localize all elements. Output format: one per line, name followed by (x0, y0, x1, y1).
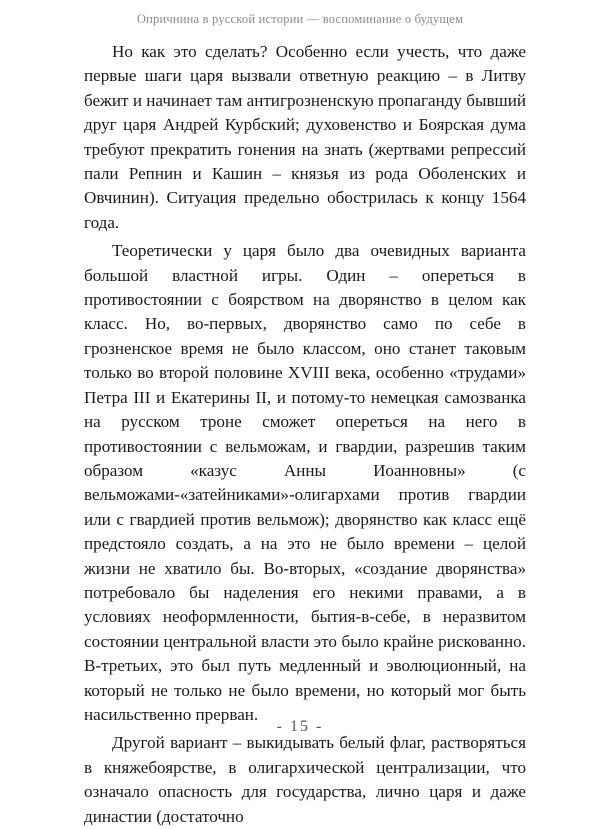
paragraph: Другой вариант – выкидывать белый флаг, растворяться в княжебоярстве, в олигархической централизации, что означало опасность для государства, лично царя и даже династии (достаточно (84, 733, 526, 826)
paragraph: Теоретически у царя было два очевидных варианта большой властной игры. Один – опереться в противостоянии с боярством на дворянство в целом как класс. Но, во-первых, дворянство само по себе в грозненское время не было классом, оно станет таковым только во второй половине XVIII века, особенно «трудами» Петра III и Екатерины II, и потому-то немецкая самозванка на русском троне сможет опереться на него в противостоянии с вельможам, и гвардии, разрешив таким образом «казус Анны Иоанновны» (с вельможами-«затейниками»-олигархами против гвардии или с гвардией против вельмож); дворянство как класс ещё предстояло создать, а на это не было времени – целой жизни не хватило бы. Во-вторых, «создание дворянства» потребовало бы наделения его некими правами, а в условиях неоформленности, бытия-в-себе, в неразвитом состоянии центральной власти это было крайне рискованно. В-третьих, это был путь медленный и эволюционный, на который не только не было времени, но который мог быть насильственно прерван. (84, 241, 526, 724)
page-number: - 15 - (276, 718, 324, 735)
running-header: Опричнина в русской истории — воспоминание о будущем (136, 12, 464, 26)
body-text (84, 40, 526, 829)
paragraph: Но как это сделать? Особенно если учесть, что даже первые шаги царя вызвали ответную реакцию – в Литву бежит и начинает там антигрозненскую пропаганду бывший друг царя Андрей Курбский; духовенство и Боярская дума требуют прекратить гонения на знать (жертвами репрессий пали Репнин и Кашин – князья из рода Оболенских и Овчинин). Ситуация предельно обострилась к концу 1564 года. (84, 42, 526, 232)
